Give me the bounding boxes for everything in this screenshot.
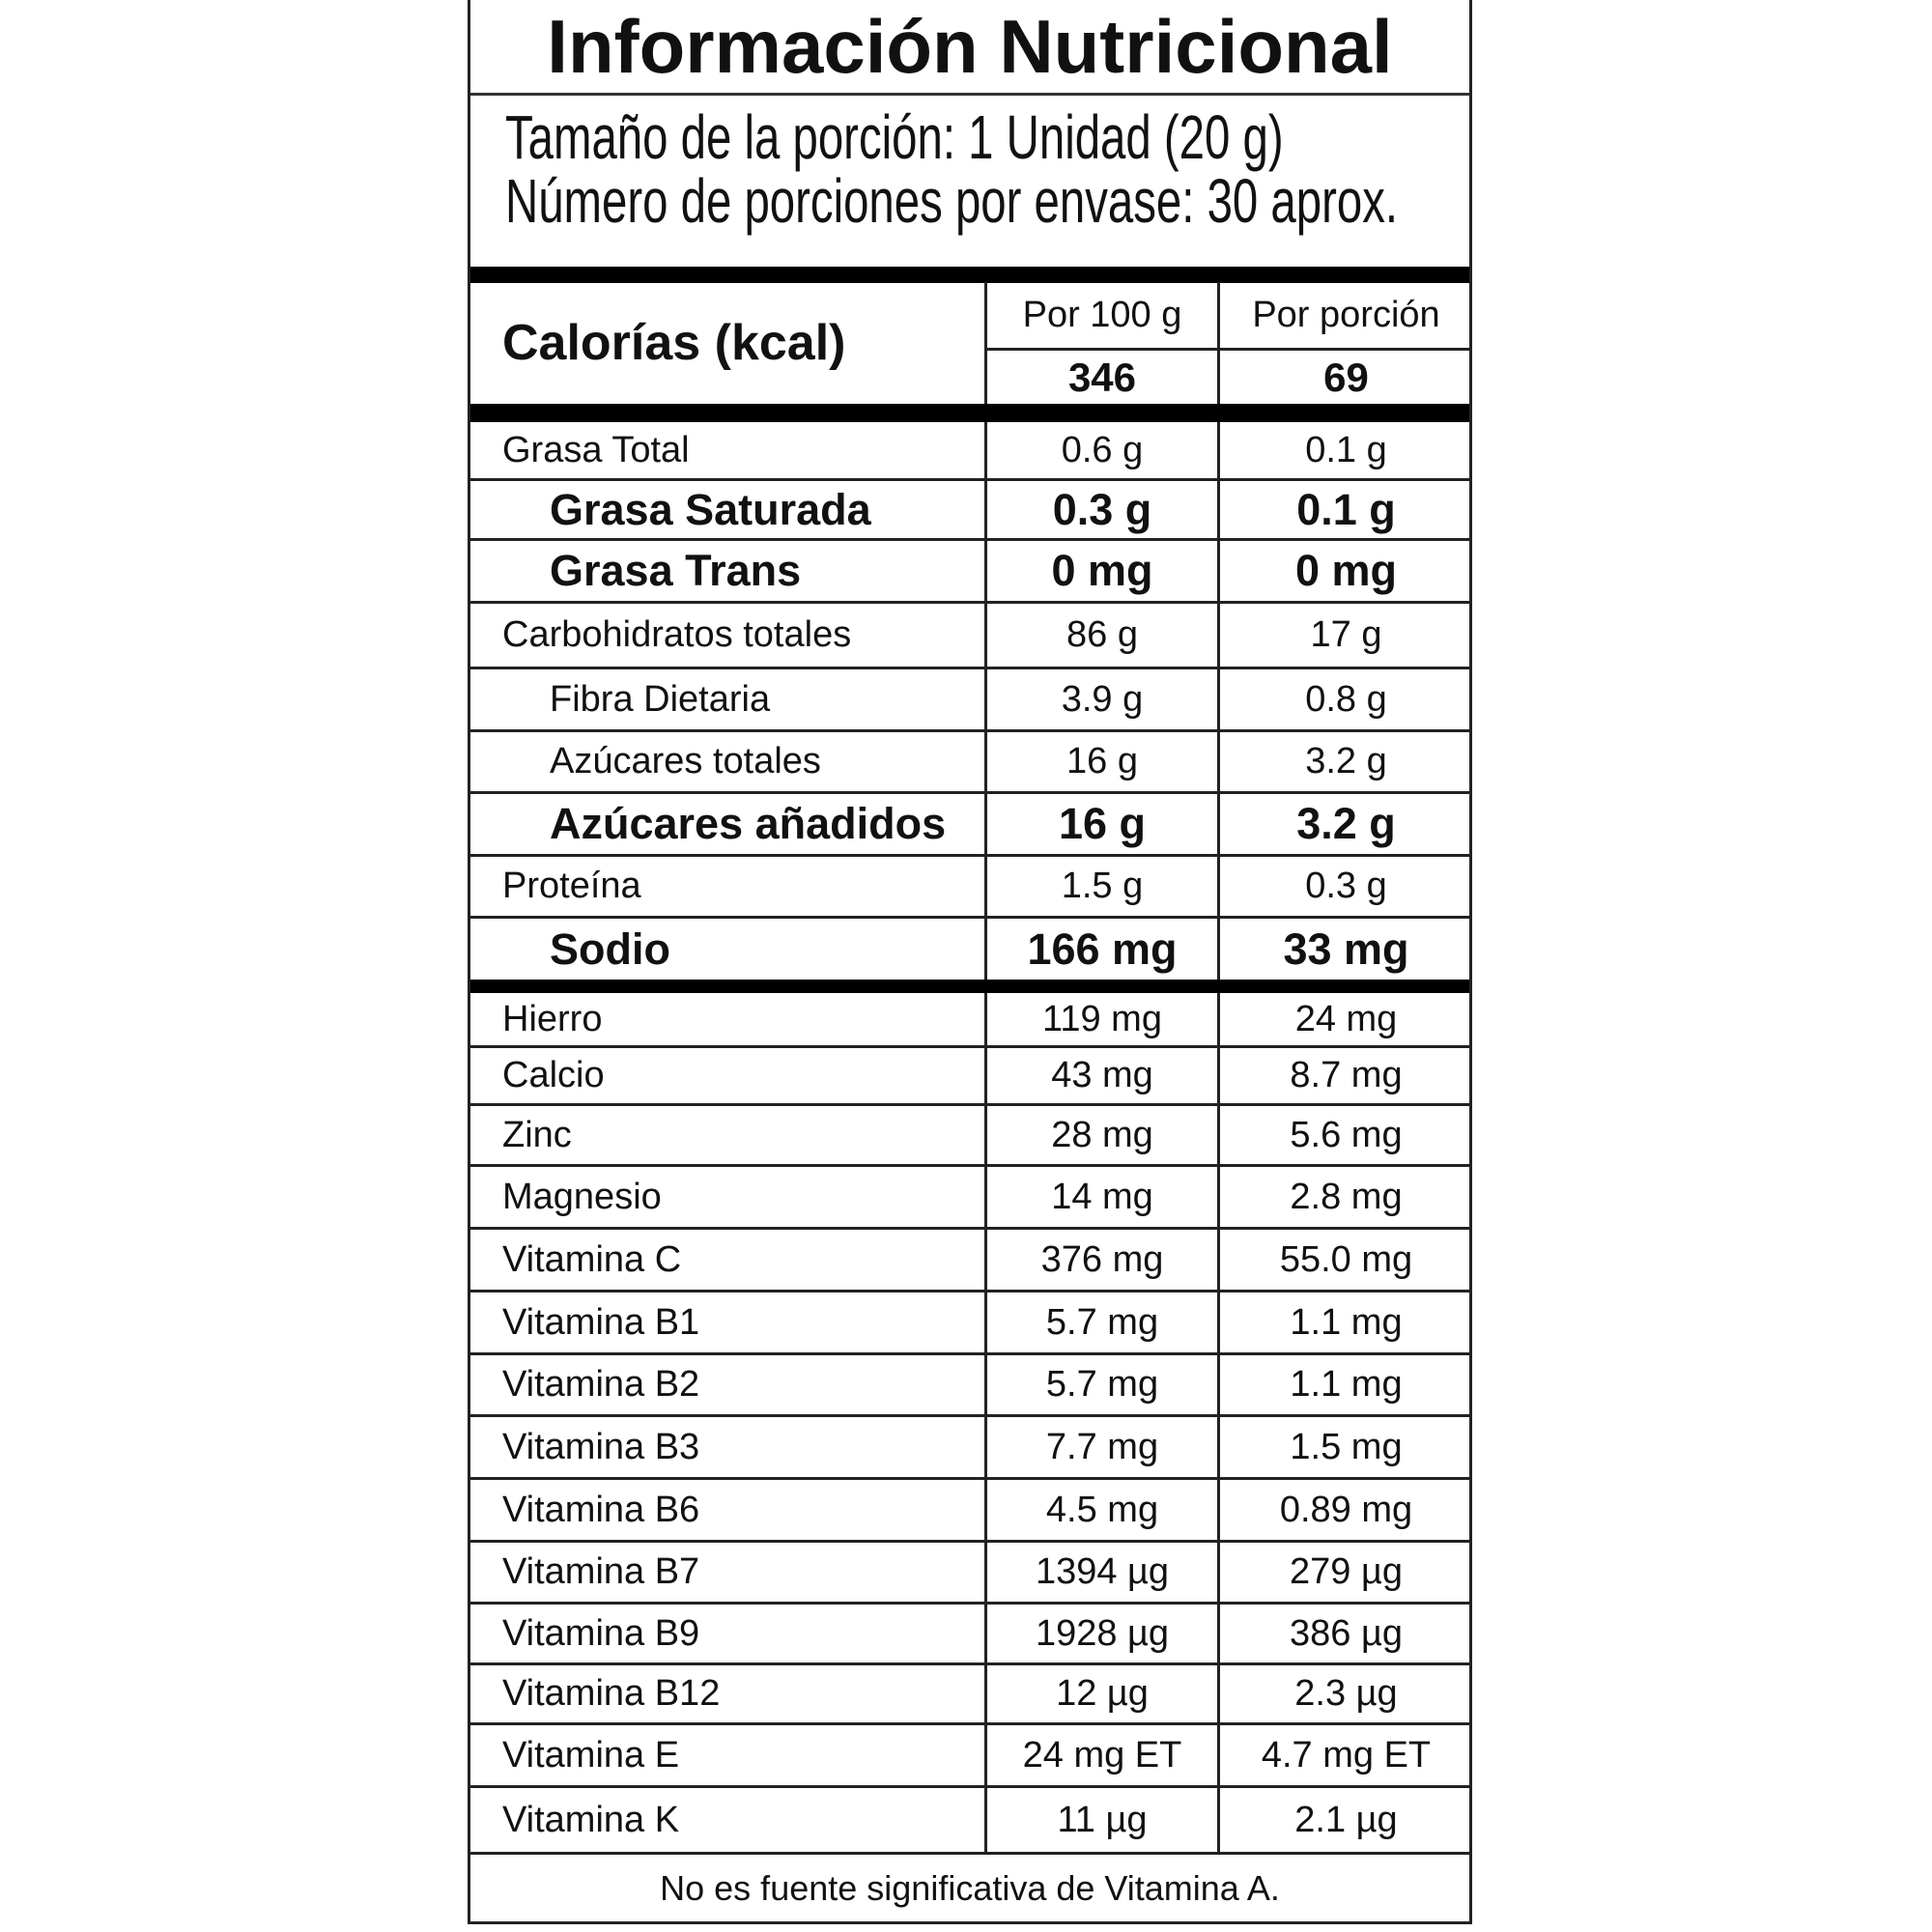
- value-per-portion: 1.5 mg: [1217, 1417, 1472, 1477]
- table-row: [470, 1045, 1469, 1103]
- value-per-portion: 3.2 g: [1217, 732, 1472, 791]
- nutrient-name: Grasa Trans: [550, 546, 802, 595]
- nutrient-name: Fibra Dietaria: [550, 678, 771, 720]
- table-row: [470, 1352, 1469, 1414]
- value-per-100g: 1928 µg: [984, 1605, 1217, 1662]
- value-per-100g: 376 mg: [984, 1230, 1217, 1290]
- table-row: [470, 478, 1469, 538]
- table-row: [470, 1227, 1469, 1290]
- thick-divider: [470, 980, 1469, 993]
- nutrient-name: Vitamina B3: [502, 1426, 700, 1467]
- nutrient-name: Vitamina B6: [502, 1489, 700, 1530]
- value-per-100g: 4.5 mg: [984, 1480, 1217, 1540]
- value-per-100g: 3.9 g: [984, 669, 1217, 729]
- servings-per-container: Número de porciones por envase: 30 aprox.: [505, 166, 1399, 236]
- value-per-portion: 0.1 g: [1217, 422, 1472, 478]
- table-row: [470, 729, 1469, 791]
- nutrient-name: Vitamina B2: [502, 1364, 700, 1405]
- table-row: [470, 1414, 1469, 1477]
- nutrient-name: Azúcares totales: [550, 741, 821, 781]
- nutrient-name: Zinc: [502, 1114, 572, 1155]
- value-per-100g: 0 mg: [984, 541, 1217, 601]
- value-per-100g: 1.5 g: [984, 857, 1217, 916]
- nutrient-name: Carbohidratos totales: [502, 614, 852, 655]
- value-per-portion: 279 µg: [1217, 1543, 1472, 1602]
- value-per-portion: 386 µg: [1217, 1605, 1472, 1662]
- nutrient-name: Magnesio: [502, 1176, 662, 1217]
- table-row: [470, 1164, 1469, 1227]
- value-per-portion: 3.2 g: [1217, 794, 1472, 854]
- thick-divider: [470, 267, 1469, 283]
- serving-info: [470, 96, 1469, 267]
- table-row: [470, 854, 1469, 916]
- serving-size: Tamaño de la porción: 1 Unidad (20 g): [505, 102, 1284, 172]
- value-per-100g: 0.6 g: [984, 422, 1217, 478]
- table-row: [470, 1722, 1469, 1785]
- value-per-100g: 16 g: [984, 732, 1217, 791]
- nutrient-name: Vitamina K: [502, 1799, 680, 1840]
- value-per-100g: 166 mg: [984, 919, 1217, 980]
- table-row: [470, 1662, 1469, 1722]
- value-per-portion: 5.6 mg: [1217, 1106, 1472, 1164]
- value-per-portion: 0.3 g: [1217, 857, 1472, 916]
- value-per-portion: 0.8 g: [1217, 669, 1472, 729]
- value-per-portion: 55.0 mg: [1217, 1230, 1472, 1290]
- value-per-100g: 1394 µg: [984, 1543, 1217, 1602]
- nutrient-name: Vitamina C: [502, 1238, 682, 1280]
- nutrient-name: Grasa Total: [502, 429, 690, 470]
- value-per-portion: 33 mg: [1217, 919, 1472, 980]
- table-row: [470, 601, 1469, 667]
- value-per-100g: 5.7 mg: [984, 1293, 1217, 1352]
- table-row: [470, 1540, 1469, 1602]
- table-row: [470, 1602, 1469, 1662]
- value-per-portion: 17 g: [1217, 604, 1472, 667]
- nutrient-name: Calcio: [502, 1055, 605, 1095]
- value-per-portion: 0 mg: [1217, 541, 1472, 601]
- nutrient-name: Azúcares añadidos: [550, 799, 947, 848]
- nutrient-name: Hierro: [502, 998, 603, 1039]
- table-row: [470, 916, 1469, 980]
- label-title: Información Nutricional: [470, 0, 1469, 96]
- value-per-100g: 12 µg: [984, 1665, 1217, 1722]
- nutrient-name: Vitamina B12: [502, 1673, 721, 1714]
- value-per-100g: 14 mg: [984, 1167, 1217, 1227]
- nutrient-name: Proteína: [502, 866, 641, 906]
- value-per-100g: 0.3 g: [984, 481, 1217, 538]
- value-per-portion: 2.1 µg: [1217, 1788, 1472, 1852]
- value-per-100g: 11 µg: [984, 1788, 1217, 1852]
- value-per-100g: 28 mg: [984, 1106, 1217, 1164]
- value-per-100g: 7.7 mg: [984, 1417, 1217, 1477]
- footer-note: No es fuente significativa de Vitamina A.: [470, 1852, 1469, 1921]
- nutrient-name: Sodio: [550, 923, 670, 974]
- value-per-100g: 86 g: [984, 604, 1217, 667]
- value-per-portion: 4.7 mg ET: [1217, 1725, 1472, 1785]
- value-per-portion: 24 mg: [1217, 993, 1472, 1045]
- nutrient-name: Vitamina B1: [502, 1301, 700, 1343]
- value-per-100g: 24 mg ET: [984, 1725, 1217, 1785]
- table-row: [470, 422, 1469, 478]
- table-row: [470, 1290, 1469, 1352]
- value-per-100g: 5.7 mg: [984, 1355, 1217, 1414]
- value-per-portion: 8.7 mg: [1217, 1048, 1472, 1103]
- table-row: [470, 667, 1469, 729]
- column-header-per-100g: Por 100 g: [984, 282, 1217, 348]
- nutrient-name: Vitamina B9: [502, 1612, 700, 1654]
- table-row: [470, 993, 1469, 1045]
- value-per-portion: 1.1 mg: [1217, 1355, 1472, 1414]
- table-row: [470, 1477, 1469, 1540]
- calories-per-100g: 346: [984, 348, 1217, 404]
- calories-section: [470, 282, 1469, 404]
- table-row: [470, 1103, 1469, 1164]
- table-row: [470, 791, 1469, 854]
- nutrient-name: Vitamina E: [502, 1734, 680, 1776]
- value-per-portion: 2.8 mg: [1217, 1167, 1472, 1227]
- table-row: [470, 538, 1469, 601]
- nutrient-name: Vitamina B7: [502, 1551, 700, 1592]
- calories-label: Calorías (kcal): [502, 315, 846, 371]
- value-per-portion: 1.1 mg: [1217, 1293, 1472, 1352]
- nutrient-name: Grasa Saturada: [550, 484, 871, 534]
- column-header-per-portion: Por porción: [1217, 282, 1472, 348]
- nutrition-facts-label: [468, 0, 1472, 1924]
- value-per-100g: 16 g: [984, 794, 1217, 854]
- value-per-portion: 2.3 µg: [1217, 1665, 1472, 1722]
- calories-per-portion: 69: [1217, 348, 1472, 404]
- table-row: [470, 1785, 1469, 1852]
- thick-divider: [470, 404, 1469, 422]
- value-per-portion: 0.89 mg: [1217, 1480, 1472, 1540]
- value-per-100g: 43 mg: [984, 1048, 1217, 1103]
- value-per-100g: 119 mg: [984, 993, 1217, 1045]
- value-per-portion: 0.1 g: [1217, 481, 1472, 538]
